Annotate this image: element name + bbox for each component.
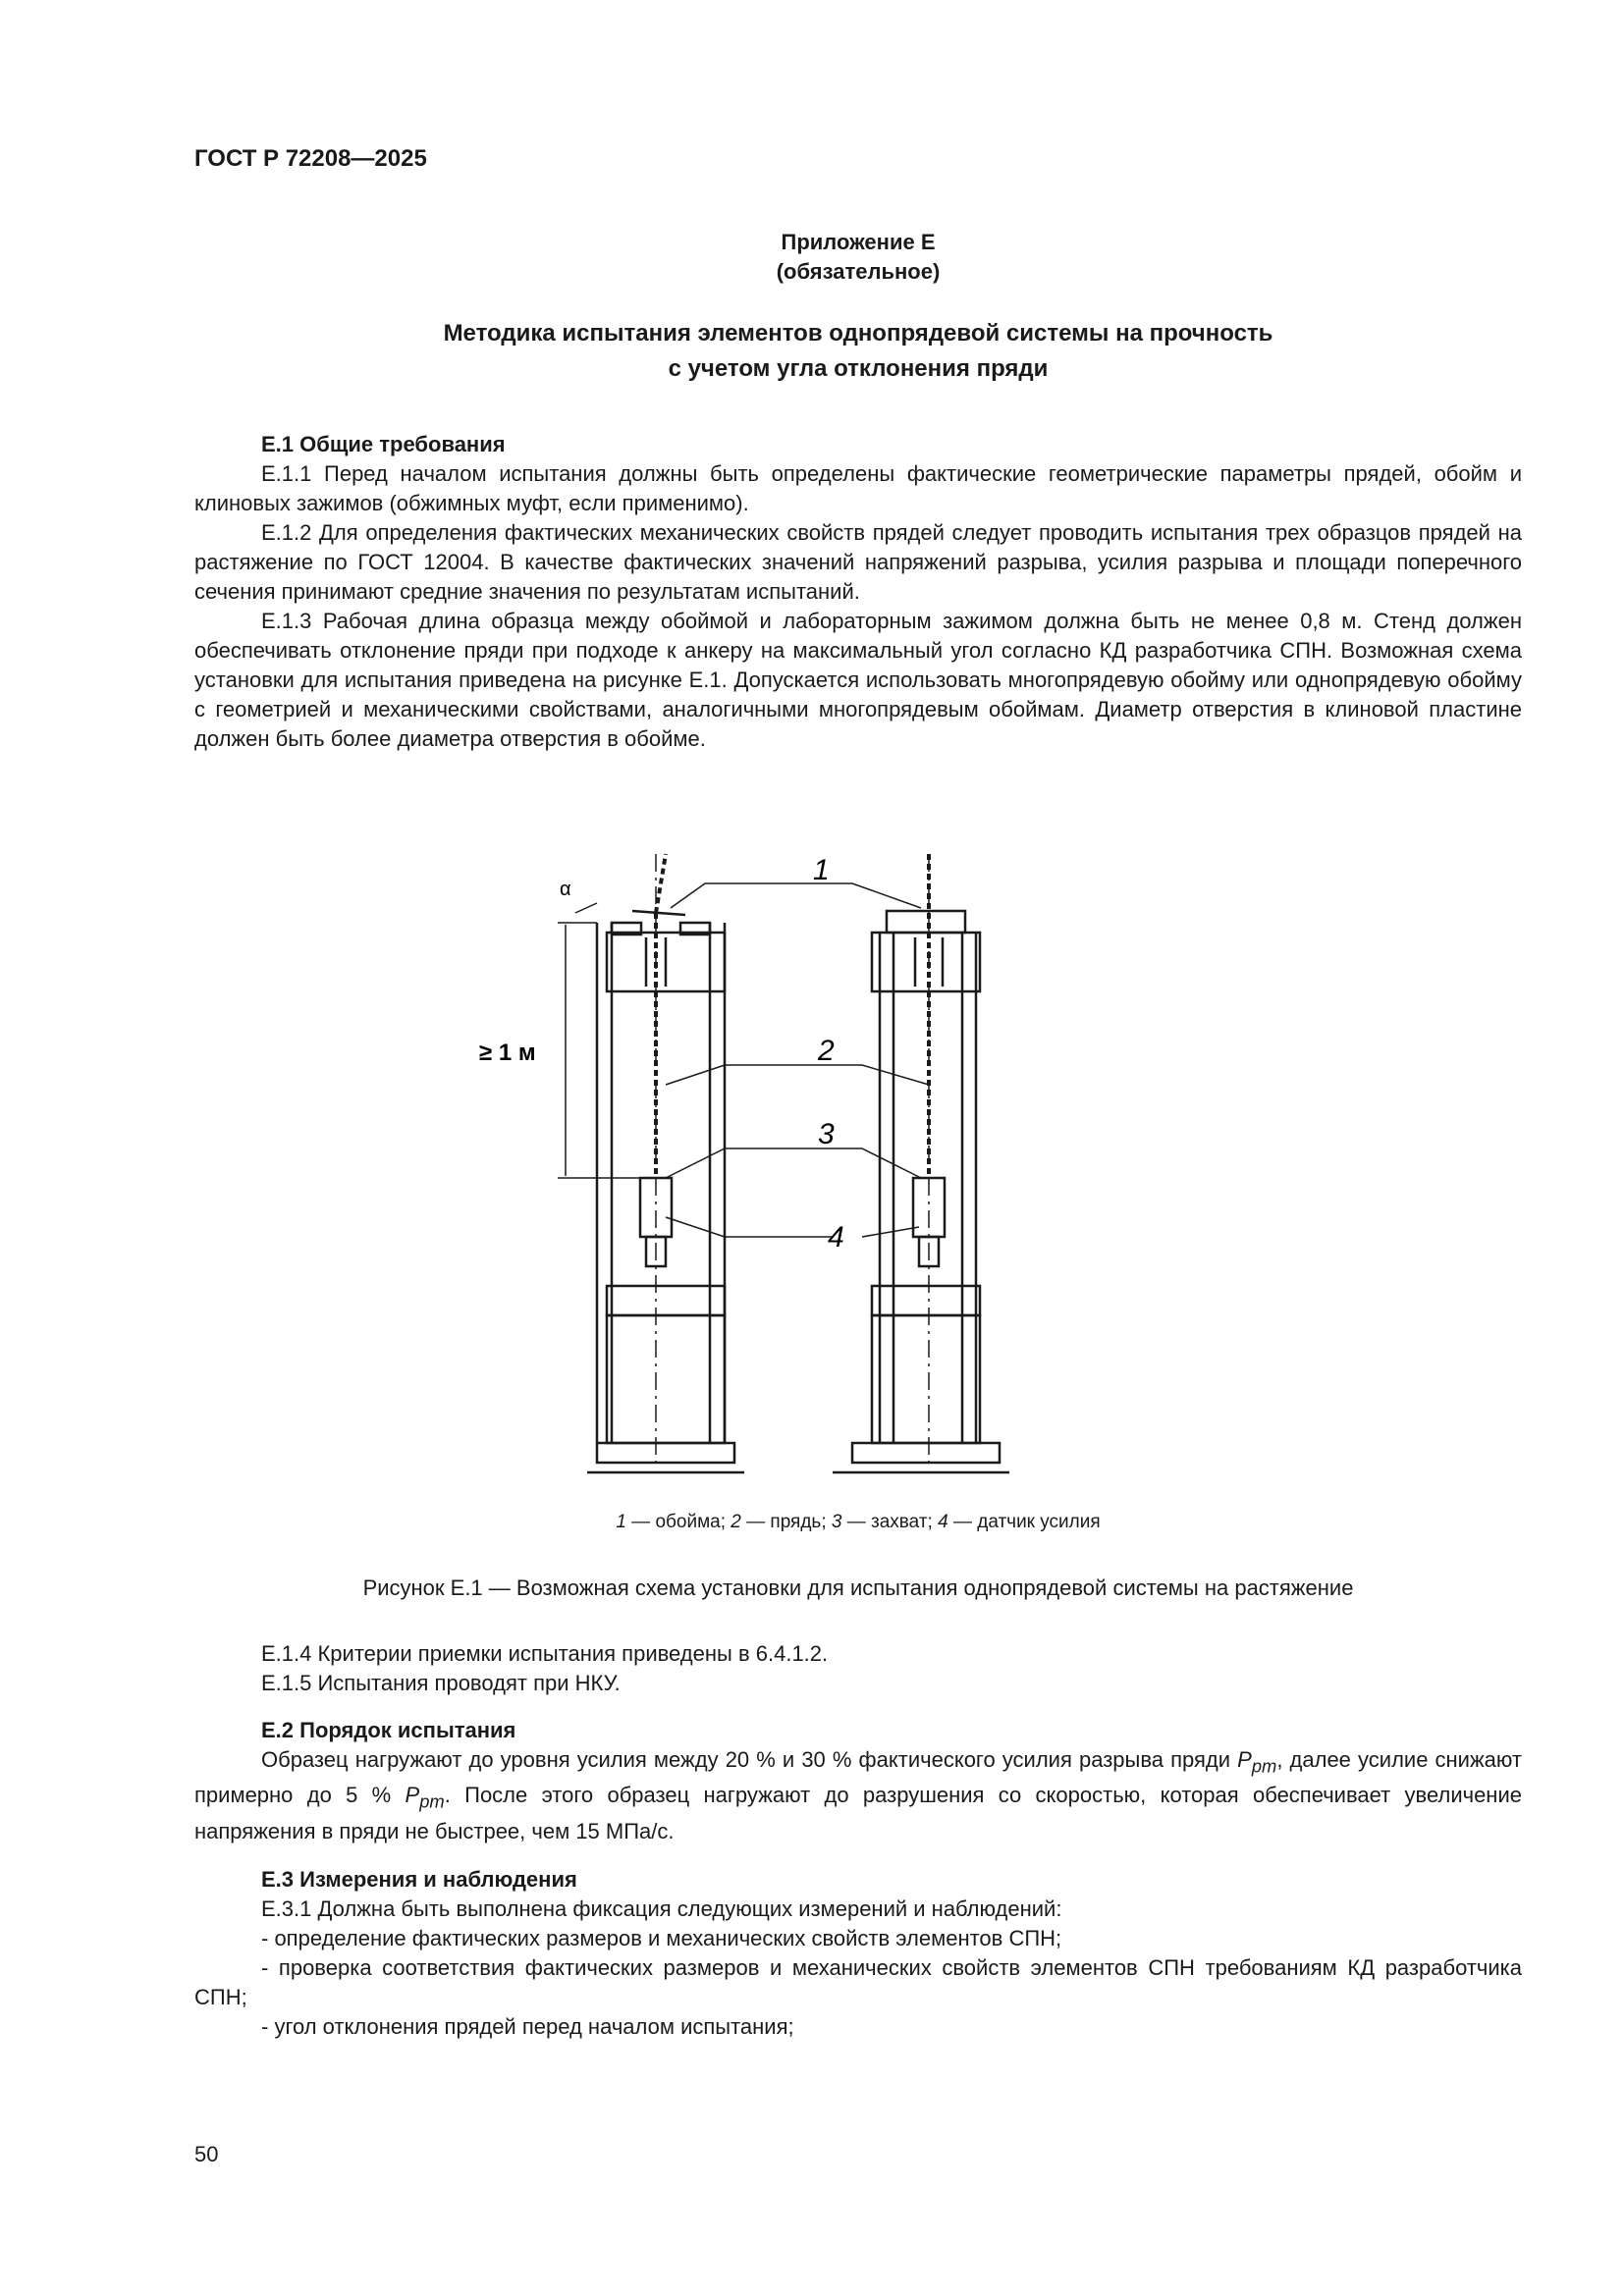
legend-n1: 1 (616, 1512, 626, 1532)
right-rig (833, 854, 1009, 1472)
e2-text-2: , далее усилие снижают примерно до 5 % (194, 1747, 1523, 1808)
document-page (194, 0, 1522, 2296)
figure-legend (194, 1512, 1522, 1533)
ppm-subscript-2: pm (419, 1790, 445, 1812)
title-line-1: Методика испытания элементов однопрядевой системы на прочность (443, 320, 1273, 347)
section-3-heading: Е.3 Измерения и наблюдения (261, 1867, 577, 1892)
section-2-heading: Е.2 Порядок испытания (261, 1718, 516, 1742)
appendix-label: Приложение Е (781, 230, 936, 254)
section-2 (194, 1716, 1522, 1846)
paragraph-e-2 (194, 1745, 1522, 1846)
section-1-heading: Е.1 Общие требования (261, 432, 506, 456)
paragraph-e-1-3: Е.1.3 Рабочая длина образца между обоймой и лабораторным зажимом должна быть не менее 0,8 м. Стенд должен обеспечивать отклонение пряди при подходе к анкеру на максимальный угол согласно КД разработчика СПН. Возможная схема установки для испытания приведена на рисунке Е.1. Допускается использовать многопрядевую обойму или однопрядевую обойму с геометрией и механическими свойствами, аналогичными многопрядевым обоймам. Диаметр отверстия в клиновой пластине должен быть более диаметра отверстия в обойме. (194, 609, 1522, 751)
section-1 (194, 430, 1522, 754)
ppm-symbol-1: P (1237, 1747, 1252, 1772)
legend-n2: 2 (731, 1512, 741, 1532)
legend-n4: 4 (938, 1512, 948, 1532)
figure-label-2: 2 (818, 1035, 835, 1067)
figure-caption: Рисунок Е.1 — Возможная схема установки для испытания однопрядевой системы на растяжение (362, 1575, 1354, 1600)
appendix-heading (194, 228, 1522, 287)
dimension-label: ≥ 1 м (479, 1040, 536, 1066)
paragraph-e-1-4: Е.1.4 Критерии приемки испытания приведены в 6.4.1.2. (261, 1641, 829, 1666)
legend-t2: — прядь; (740, 1512, 832, 1532)
list-item: - определение фактических размеров и механических свойств элементов СПН; (261, 1926, 1062, 1950)
figure-label-3: 3 (818, 1118, 835, 1150)
appendix-title (194, 316, 1522, 387)
after-figure (194, 1639, 1522, 1698)
legend-n3: 3 (831, 1512, 842, 1532)
test-setup-figure (479, 815, 1049, 1492)
paragraph-e-1-5: Е.1.5 Испытания проводят при НКУ. (261, 1671, 621, 1695)
figure-label-1: 1 (813, 854, 830, 886)
e2-text-3: . После этого образец нагружают до разрушения со скоростью, которая обеспечивает увеличение напряжения в пряди не быстрее, чем 15 МПа/с. (194, 1783, 1522, 1843)
leader-lines (666, 883, 929, 1237)
figure-label-4: 4 (828, 1221, 844, 1254)
paragraph-e-1-1: Е.1.1 Перед началом испытания должны быть определены фактические геометрические параметры прядей, обойм и клиновых зажимов (обжимных муфт, если применимо). (194, 461, 1522, 515)
list-item: - угол отклонения прядей перед началом испытания; (261, 2014, 794, 2039)
ppm-symbol-2: P (405, 1783, 420, 1808)
legend-t3: — захват; (841, 1512, 939, 1532)
e2-text-1: Образец нагружают до уровня усилия между 20 % и 30 % фактического усилия разрыва пряди (261, 1747, 1238, 1772)
alpha-angle-label: α (560, 879, 571, 900)
appendix-status: (обязательное) (776, 259, 941, 284)
left-rig (558, 854, 744, 1472)
list-item: - проверка соответствия фактических размеров и механических свойств элементов СПН требованиям КД разработчика СПН; (194, 1955, 1522, 2009)
ppm-subscript-1: pm (1251, 1755, 1277, 1777)
title-line-2: с учетом угла отклонения пряди (668, 355, 1049, 382)
section-3 (194, 1865, 1522, 2042)
legend-t1: — обойма; (625, 1512, 731, 1532)
legend-t4: — датчик усилия (947, 1512, 1101, 1532)
standard-designation: ГОСТ Р 72208—2025 (194, 145, 427, 172)
page-number: 50 (194, 2142, 219, 2166)
paragraph-e-3-1: Е.3.1 Должна быть выполнена фиксация следующих измерений и наблюдений: (261, 1896, 1062, 1921)
paragraph-e-1-2: Е.1.2 Для определения фактических механических свойств прядей следует проводить испытания трех образцов прядей на растяжение по ГОСТ 12004. В качестве фактических значений напряжений разрыва, усилия разрыва и площади поперечного сечения принимают средние значения по результатам испытаний. (194, 520, 1522, 604)
